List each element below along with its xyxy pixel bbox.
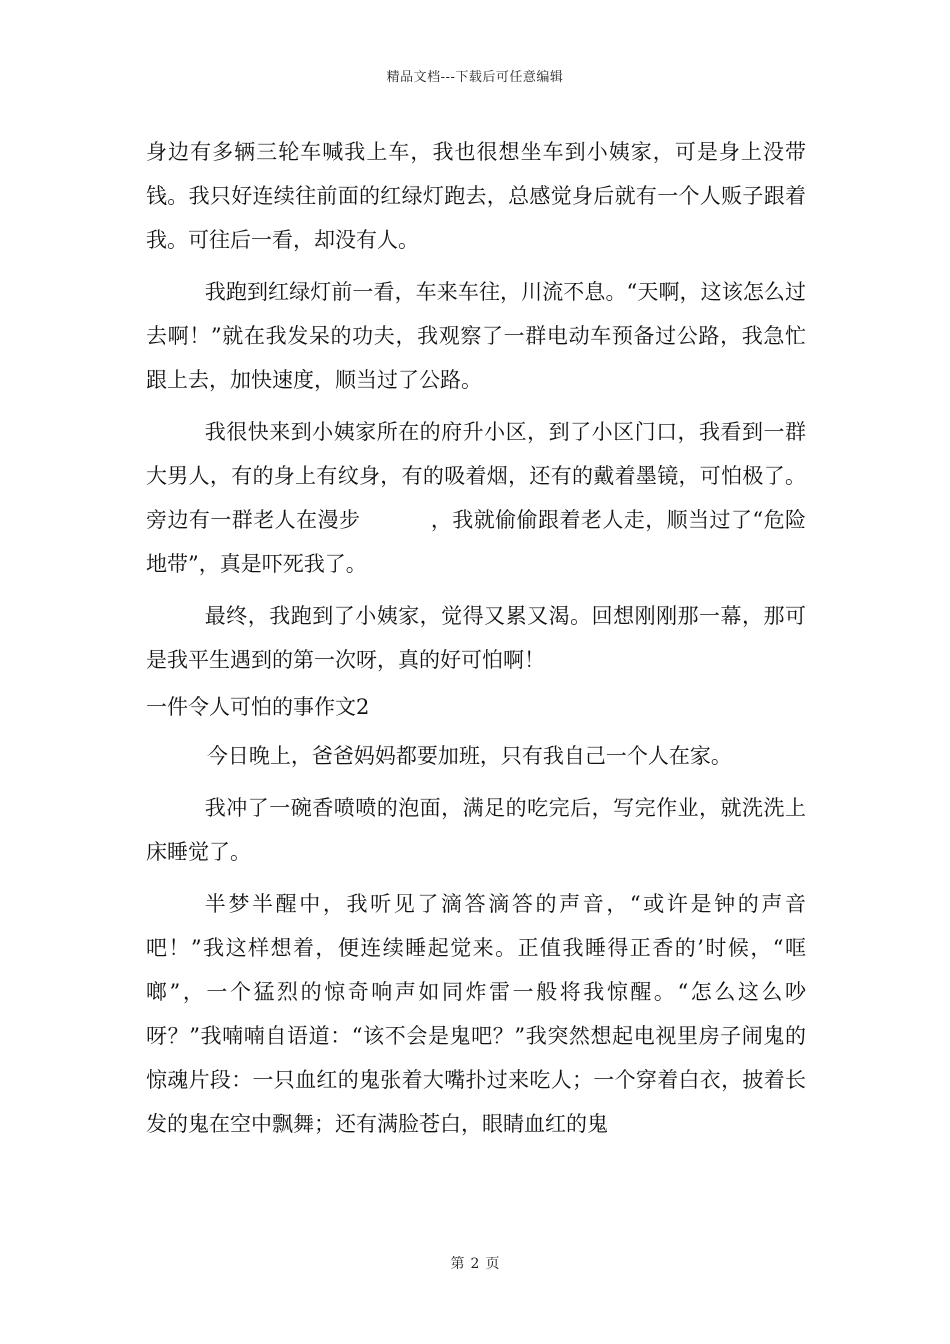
document-body — [146, 130, 806, 1154]
page-header: 精品文档---下载后可任意编辑 — [386, 70, 564, 85]
paragraph-3-part-b: ，我就偷偷跟着老人走，顺当过了“危险地带”，真是吓死我了。 — [146, 508, 807, 576]
paragraph-7: 半梦半醒中，我听见了滴答滴答的声音，“或许是钟的声音吧！”我这样想着，便连续睡起觉来。正值我睡得正香的’时候，“哐啷”，一个猛烈的惊奇响声如同炸雷一般将我惊醒。“怎么这么吵呀？”我喃喃自语道：“该不会是鬼吧？”我突然想起电视里房子闹鬼的惊魂片段：一只血红的鬼张着大嘴扑过来吃人；一个穿着白衣，披着长发的鬼在空中飘舞；还有满脸苍白，眼睛血红的鬼 — [146, 892, 806, 1136]
footer-prefix: 第 — [450, 1256, 465, 1272]
footer-suffix: 页 — [485, 1256, 500, 1272]
paragraph-3 — [146, 410, 806, 586]
paragraph-3-part-a: 我很快来到小姨家所在的府升小区，到了小区门口，我看到一群大男人，有的身上有纹身，有的吸着烟，还有的戴着墨镜，可怕极了。旁边有一群老人在漫步 — [146, 420, 806, 532]
paragraph-6: 我冲了一碗香喷喷的泡面，满足的吃完后，写完作业，就洗洗上床睡觉了。 — [146, 796, 806, 864]
paragraph-5: 今日晚上，爸爸妈妈都要加班，只有我自己一个人在家。 — [206, 744, 732, 768]
page-footer — [0, 1253, 950, 1273]
paragraph-2: 我跑到红绿灯前一看，车来车往，川流不息。“天啊，这该怎么过去啊！”就在我发呆的功夫，我观察了一群电动车预备过公路，我急忙跟上去，加快速度，顺当过了公路。 — [146, 280, 806, 392]
paragraph-1: 身边有多辆三轮车喊我上车，我也很想坐车到小姨家，可是身上没带钱。我只好连续往前面的红绿灯跑去，总感觉身后就有一个人贩子跟着我。可往后一看，却没有人。 — [146, 140, 806, 252]
section-heading: 一件令人可怕的事作文2 — [146, 695, 370, 719]
paragraph-4: 最终，我跑到了小姨家，觉得又累又渴。回想刚刚那一幕，那可是我平生遇到的第一次呀，真的好可怕啊！ — [146, 604, 806, 672]
page-number: 2 — [470, 1256, 480, 1272]
